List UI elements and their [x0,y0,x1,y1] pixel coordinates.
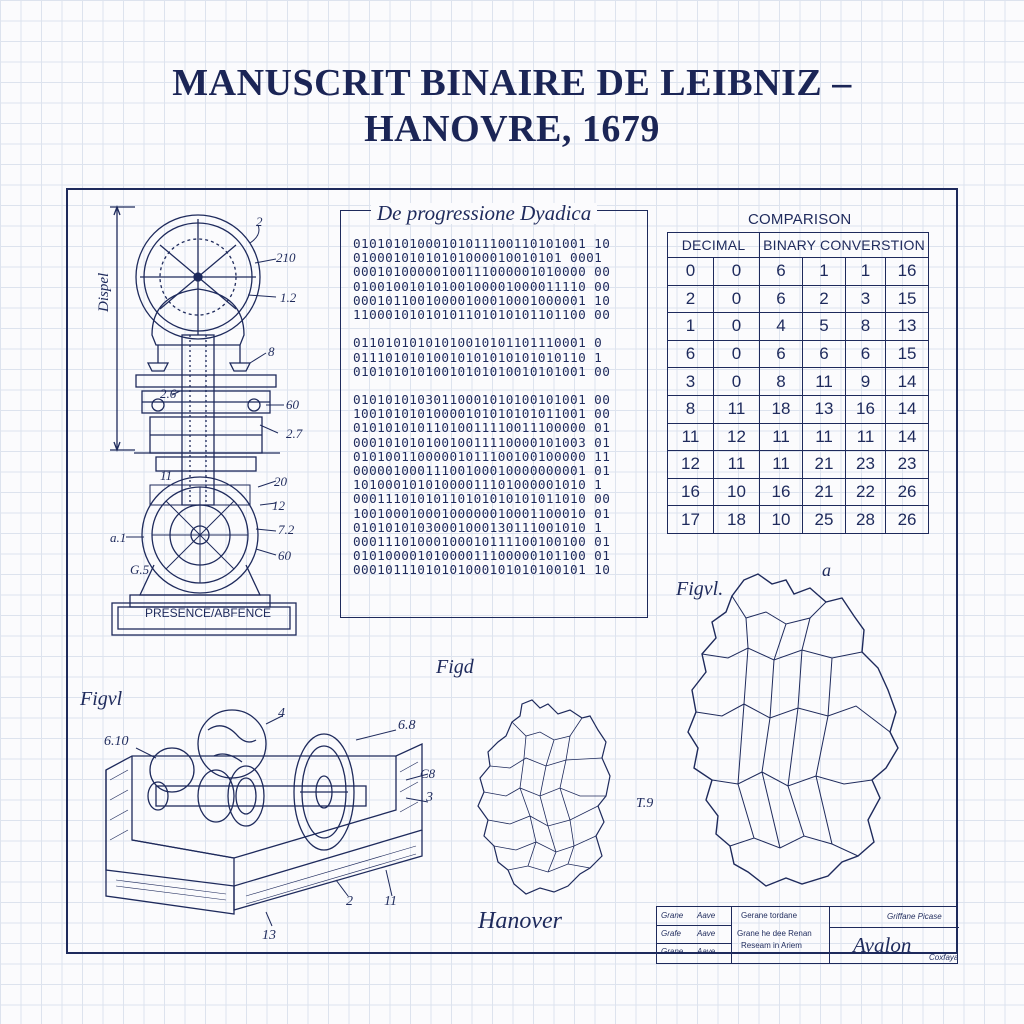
title-block-signature: Avalon [853,933,912,957]
comparison-table [667,232,929,534]
title-block-text: Grane [661,911,684,920]
table-cell: 12 [714,423,760,451]
table-row [668,340,929,368]
table-cell: 16 [846,395,886,423]
table-cell: 23 [846,451,886,479]
table-row [668,451,929,479]
table-row [668,423,929,451]
binary-line: 00010100000100111000001010000 00 [353,264,611,280]
table-row [668,313,929,341]
table-cell: 2 [668,285,714,313]
page-title-line2: HANOVRE, 1679 [364,108,660,150]
title-block-text: Gerane tordane [741,911,798,920]
table-row [668,478,929,506]
table-cell: 2 [803,285,846,313]
table-cell: 0 [668,258,714,286]
table-cell: 17 [668,506,714,534]
table-row [668,506,929,534]
machine-callout: a.1 [110,530,127,545]
machine-side-label: Dispel [96,272,112,312]
machine-callout: 210 [276,250,296,265]
scale-label: T.9 [636,796,654,811]
table-cell: 16 [886,258,929,286]
title-block-text: Coxfaya [929,953,959,962]
table-cell: 10 [760,506,803,534]
table-cell: 21 [803,478,846,506]
title-block-text: Aave [697,911,716,920]
machine-callout: 8 [268,344,275,359]
table-cell: 11 [803,423,846,451]
machine-callout: 11 [160,468,173,483]
figure-label-center: Figd [436,656,474,678]
title-block-text: Reseam in Ariem [741,941,802,950]
machine-callout: 2.7 [286,426,303,441]
table-cell: 0 [714,368,760,396]
table-cell: 6 [846,340,886,368]
binary-line: 01010101030110001010100101001 00 [353,392,611,408]
machine-callout: 1.2 [280,290,297,305]
mechanism-callout: 11 [384,894,397,909]
table-cell: 9 [846,368,886,396]
table-cell: 11 [760,423,803,451]
table-cell: 16 [668,478,714,506]
table-cell: 6 [760,258,803,286]
table-cell: 4 [760,313,803,341]
binary-line: 00010110010000100010001000001 10 [353,292,611,308]
table-cell: 18 [714,506,760,534]
binary-panel [340,201,648,618]
table-cell: 0 [714,340,760,368]
machine-callout: 2 [256,214,263,229]
table-cell: 3 [846,285,886,313]
table-cell: 14 [886,423,929,451]
binary-panel-title: De progressione Dyadica [371,203,597,224]
table-cell: 15 [886,285,929,313]
germany-map-large [682,572,906,892]
germany-map-small [470,696,620,906]
title-block-text: Grafe [661,929,682,938]
table-cell: 13 [803,395,846,423]
machine-base-label: PRESENCE/ABFENCE [144,606,272,620]
table-cell: 6 [803,340,846,368]
table-cell: 12 [668,451,714,479]
binary-line: 01010101010010101010010101001 00 [353,363,611,379]
binary-line: 00010111010101000101010100101 10 [353,562,611,578]
mechanism-callout: 6.8 [398,718,416,733]
binary-machine-drawing [90,195,340,645]
table-header-decimal: DECIMAL [668,233,760,258]
binary-line: 10010101010000101010101011001 00 [353,406,611,422]
table-cell: 0 [714,258,760,286]
table-cell: 14 [886,395,929,423]
table-cell: 11 [714,395,760,423]
machine-callout: G.5 [130,562,150,577]
machine-callout: 60 [278,548,291,563]
table-cell: 11 [760,451,803,479]
table-cell: 22 [846,478,886,506]
table-cell: 6 [760,285,803,313]
binary-line: 01101010101010010101101110001 0 [353,335,603,351]
binary-line: 01010101000101011100110101001 10 [353,236,611,251]
table-cell: 14 [886,368,929,396]
mechanism-callout: 13 [262,928,276,943]
table-cell: 3 [668,368,714,396]
binary-line: 10010001000100000010001100010 01 [353,505,611,521]
binary-line: 00010101010010011110000101003 01 [353,434,611,450]
table-cell: 16 [760,478,803,506]
table-cell: 8 [760,368,803,396]
table-cell: 1 [803,258,846,286]
mechanism-callout: 6.10 [104,734,129,749]
machine-callout: 20 [274,474,287,489]
table-cell: 11 [714,451,760,479]
table-row [668,368,929,396]
mechanism-callout: 3 [426,790,433,805]
binary-line: 01010011000001011100100100000 11 [353,448,611,464]
binary-line: 01010000101000011100000101100 01 [353,548,611,564]
title-block-text: Griffane Picase [887,912,942,921]
table-row [668,395,929,423]
hanover-label: Hanover [478,908,562,934]
table-cell: 11 [846,423,886,451]
table-cell: 0 [714,285,760,313]
table-cell: 18 [760,395,803,423]
table-cell: 6 [668,340,714,368]
page-title-line1: MANUSCRIT BINAIRE DE LEIBNIZ – [172,62,852,104]
table-header-binary: BINARY CONVERSTION [760,233,929,258]
table-row [668,285,929,313]
table-cell: 11 [668,423,714,451]
table-cell: 28 [846,506,886,534]
table-cell: 1 [846,258,886,286]
table-cell: 6 [760,340,803,368]
binary-line: 11000101010101101010101101100 00 [353,306,611,322]
table-cell: 26 [886,506,929,534]
title-block-text: Aave [697,929,716,938]
table-cell: 1 [668,313,714,341]
comparison-title: COMPARISON [748,211,852,228]
machine-callout: 60 [286,397,299,412]
title-block [656,906,958,964]
figure-label-left: Figvl [80,688,123,710]
binary-line: 00011101010110101010101011010 00 [353,491,611,507]
table-cell: 0 [714,313,760,341]
mechanism-callout: 2 [346,894,353,909]
machine-callout: 2.6 [160,386,177,401]
binary-line: 01000101010101000010010101 0001 [353,250,603,266]
table-cell: 25 [803,506,846,534]
binary-line: 01010101011010011110011100000 01 [353,420,611,436]
machine-callout: 12 [272,498,285,513]
binary-line: 00011101000100010111100100100 01 [353,533,611,549]
table-cell: 26 [886,478,929,506]
figure-label-right-letter: a [822,560,831,580]
table-cell: 8 [846,313,886,341]
binary-line [353,322,637,336]
title-block-text: Aave [697,947,716,956]
table-cell: 10 [714,478,760,506]
binary-line [353,379,637,393]
table-cell: 23 [886,451,929,479]
table-row [668,258,929,286]
title-block-text: Grane he dee Renan [737,929,812,938]
binary-line: 01110101010010101010101010110 1 [353,349,603,365]
title-block-text: Grane [661,947,684,956]
table-cell: 21 [803,451,846,479]
binary-line: 10100010101000011101000001010 1 [353,477,603,493]
binary-line: 01010101030001000130111001010 1 [353,519,603,535]
machine-callout: 7.2 [278,522,295,537]
binary-line: 01001001010100100001000011110 00 [353,278,611,294]
mechanism-callout: 4 [278,706,285,721]
table-cell: 5 [803,313,846,341]
binary-line: 00000100011100100010000000001 01 [353,463,611,478]
table-cell: 15 [886,340,929,368]
figure-label-right: Figvl. [676,578,724,600]
binary-lines [353,237,637,578]
table-cell: 8 [668,395,714,423]
table-cell: 13 [886,313,929,341]
table-cell: 11 [803,368,846,396]
mechanism-callout: C8 [420,766,436,781]
